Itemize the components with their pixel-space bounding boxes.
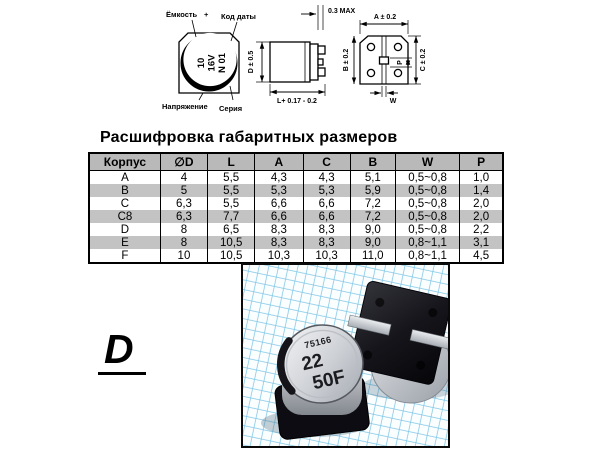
dim-a-label: A ± 0.2: [373, 14, 397, 21]
column-header-w: W: [395, 153, 459, 171]
label-date-code: Код даты: [221, 12, 256, 21]
table-cell: 0,8~1,1: [395, 236, 459, 249]
table-cell: 8,3: [255, 223, 303, 236]
table-row: [89, 197, 503, 210]
table-cell: 6,6: [303, 197, 350, 210]
table-cell: 1,4: [460, 184, 503, 197]
table-row: [89, 223, 503, 236]
table-cell: 0,5~0,8: [395, 210, 459, 223]
table-cell: 10,5: [208, 249, 255, 263]
table-row: [89, 236, 503, 249]
product-photo: [241, 263, 450, 448]
table-cell: 0,5~0,8: [395, 171, 459, 185]
side-view-drawing: [248, 5, 356, 105]
label-voltage: Напряжение: [162, 102, 208, 111]
table-cell: 11,0: [350, 249, 395, 263]
table-cell: 5: [160, 184, 207, 197]
label-series: Серия: [219, 104, 243, 113]
dim-b-label: B ± 0.2: [343, 48, 350, 72]
table-cell: 10,3: [255, 249, 303, 263]
table-cell: 5,1: [350, 171, 395, 185]
table-cell: 10,3: [303, 249, 350, 263]
table-cell: C8: [89, 210, 160, 223]
table-cell: 0,5~0,8: [395, 223, 459, 236]
table-cell: 3,1: [460, 236, 503, 249]
table-row: [89, 210, 503, 223]
column-header-case: Корпус: [89, 153, 160, 171]
table-cell: A: [89, 171, 160, 185]
table-cell: C: [89, 197, 160, 210]
table-cell: 8,3: [303, 223, 350, 236]
table-cell: 7,2: [350, 197, 395, 210]
column-header-diameter: ∅D: [160, 153, 207, 171]
table-row: [89, 249, 503, 263]
column-header-p: P: [460, 153, 503, 171]
capacitor-marking-voltage: 50F: [310, 366, 348, 395]
table-cell: E: [89, 236, 160, 249]
dim-p-label: P: [397, 60, 404, 65]
table-cell: 6,6: [255, 197, 303, 210]
table-cell: 0,5~0,8: [395, 184, 459, 197]
table-cell: 5,5: [208, 197, 255, 210]
table-cell: 1,0: [460, 171, 503, 185]
table-cell: 5,3: [303, 184, 350, 197]
table-cell: 8: [160, 236, 207, 249]
table-title: Расшифровка габаритных размеров: [100, 129, 398, 146]
dimensions-section: [88, 129, 514, 264]
table-cell: 10,5: [208, 236, 255, 249]
table-cell: 2,2: [460, 223, 503, 236]
table-cell: 5,3: [255, 184, 303, 197]
table-cell: 4,3: [303, 171, 350, 185]
table-cell: 6,6: [303, 210, 350, 223]
table-cell: 5,5: [208, 171, 255, 185]
column-header-l: L: [208, 153, 255, 171]
top-view-drawing: [162, 10, 256, 113]
table-cell: D: [89, 223, 160, 236]
table-header-row: [89, 153, 503, 171]
table-cell: B: [89, 184, 160, 197]
table-cell: 0,5~0,8: [395, 197, 459, 210]
dim-d-label: D ± 0.5: [248, 50, 255, 74]
dimensions-table: [88, 152, 504, 264]
capacitor-marking-code: 75166: [303, 334, 333, 351]
capacitor-marking-capacity: 22: [299, 350, 326, 376]
dim-l-label: L+ 0.17 - 0.2: [277, 98, 317, 105]
column-header-c: C: [303, 153, 350, 171]
table-cell: 2,0: [460, 197, 503, 210]
table-cell: 4: [160, 171, 207, 185]
column-header-a: A: [255, 153, 303, 171]
table-cell: 5,9: [350, 184, 395, 197]
bottom-view-drawing: [343, 14, 427, 105]
table-cell: 8,3: [303, 236, 350, 249]
table-cell: 0,8~1,1: [395, 249, 459, 263]
polarity-plus-mark: +: [204, 10, 209, 19]
table-cell: 7,7: [208, 210, 255, 223]
table-cell: 7,2: [350, 210, 395, 223]
table-cell: 10: [160, 249, 207, 263]
table-cell: 6,3: [160, 197, 207, 210]
table-cell: 4,3: [255, 171, 303, 185]
dim-03max-label: 0.3 MAX: [328, 8, 356, 15]
label-capacity: Ёмкость: [166, 10, 198, 19]
chip-marking-series: N 01: [217, 52, 228, 74]
dim-c-label: C ± 0.2: [420, 48, 427, 72]
table-row: [89, 171, 503, 185]
table-cell: 6,3: [160, 210, 207, 223]
case-size-letter: D: [98, 327, 146, 375]
table-cell: 8,3: [255, 236, 303, 249]
table-cell: 9,0: [350, 223, 395, 236]
table-cell: 9,0: [350, 236, 395, 249]
column-header-b: B: [350, 153, 395, 171]
dimension-drawing: [0, 0, 600, 118]
photo-canvas: [243, 265, 448, 446]
dim-w-label: W: [389, 98, 397, 105]
table-cell: 6,5: [208, 223, 255, 236]
table-cell: 5,5: [208, 184, 255, 197]
table-cell: 6,6: [255, 210, 303, 223]
chip-marking-capacity: 10: [196, 57, 207, 69]
table-cell: 8: [160, 223, 207, 236]
table-cell: F: [89, 249, 160, 263]
table-cell: 4,5: [460, 249, 503, 263]
chip-marking-voltage: 16V: [206, 54, 218, 72]
table-cell: 2,0: [460, 210, 503, 223]
table-row: [89, 184, 503, 197]
